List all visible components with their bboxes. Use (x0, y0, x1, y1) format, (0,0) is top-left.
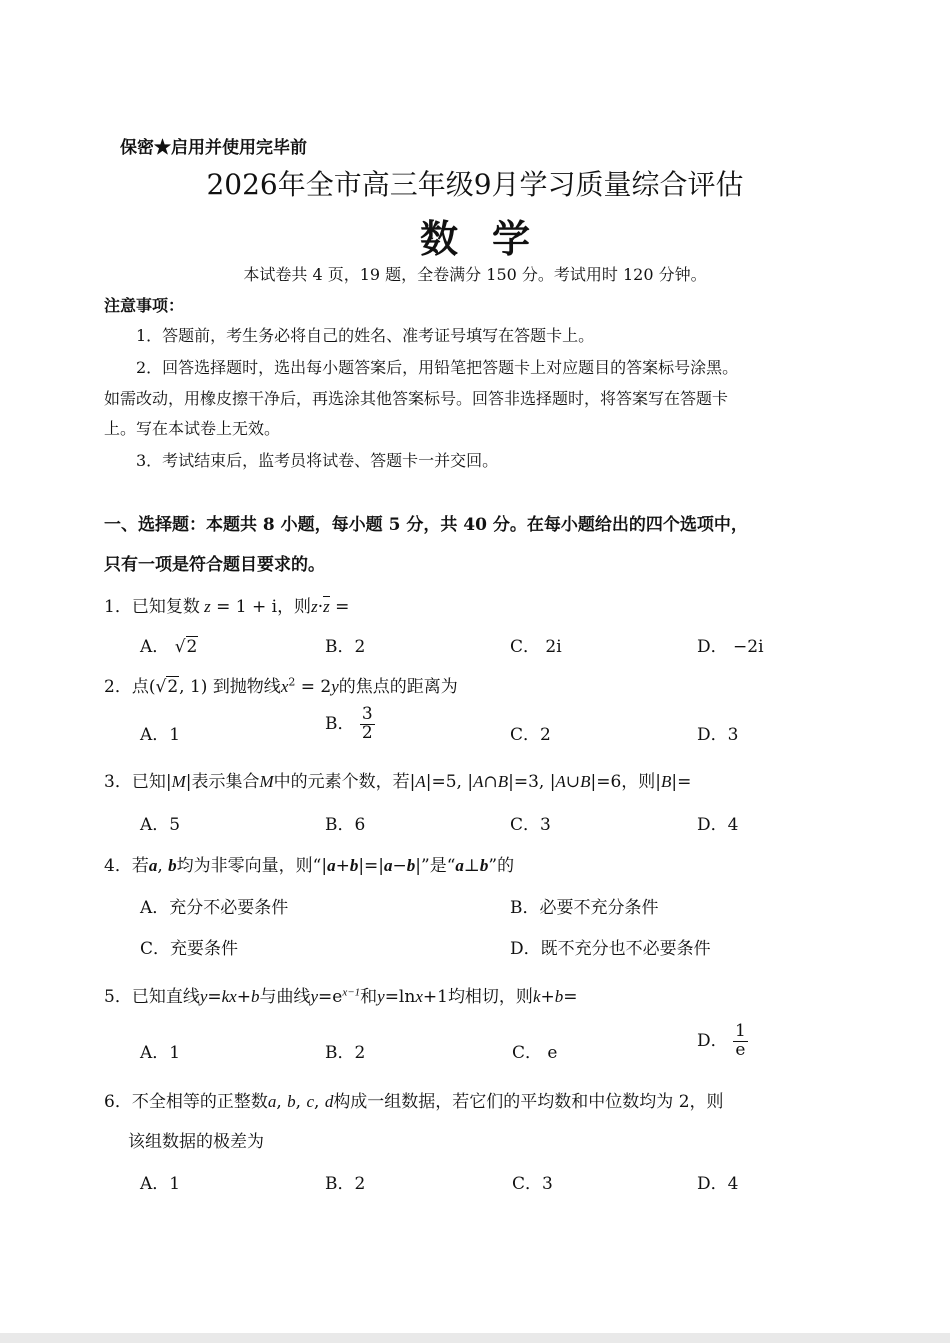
section-heading-line-2: 只有一项是符合题目要求的。 (104, 555, 325, 575)
option-label: A． (140, 637, 170, 657)
notice-item-1: 1．答题前，考生务必将自己的姓名、准考证号填写在答题卡上。 (136, 326, 595, 345)
q6-option-a: A．1 (140, 1174, 181, 1194)
exam-title: 2026年全市高三年级9月学习质量综合评估 (206, 168, 744, 201)
question-text: ”的 (488, 856, 515, 876)
q6-option-d: D．4 (697, 1174, 739, 1194)
question-text: 均相切，则 (447, 987, 533, 1007)
question-2: 2．点(√2, 1) 到抛物线$x^2 = 2y$的焦点的距离为 (104, 675, 458, 697)
q6-option-c: C．3 (512, 1174, 553, 1194)
math-conjugate: z (323, 597, 330, 616)
q3-option-c: C．3 (510, 815, 551, 835)
math-expression: x (280, 677, 289, 696)
notice-item-3: 3．考试结束后，监考员将试卷、答题卡一并交回。 (136, 451, 499, 470)
question-text: 均为非零向量，则“ (176, 856, 322, 876)
exam-info: 本试卷共 4 页，19 题，全卷满分 150 分。考试用时 120 分钟。 (243, 265, 707, 284)
notice-item-2-line-1: 2．回答选择题时，选出每小题答案后，用铅笔把答题卡上对应题目的答案标号涂黑。 (136, 358, 739, 377)
question-text: 到抛物线 (212, 677, 281, 697)
question-number: 5． (104, 987, 132, 1007)
q4-option-c: C．充要条件 (140, 939, 239, 959)
math-expression: z (199, 597, 211, 616)
q4-option-a: A．充分不必要条件 (140, 898, 289, 918)
q1-option-b: B．2 (325, 637, 366, 657)
math-sqrt: √2 (155, 677, 179, 697)
q3-option-d: D．4 (697, 815, 739, 835)
math-expression: z (311, 597, 318, 616)
math-fraction: $\frac{3}{2}$ (361, 704, 373, 743)
q5-option-d (697, 1023, 748, 1060)
notice-item-2-line-3: 上。写在本试卷上无效。 (104, 419, 281, 438)
q5-option-a: A．1 (140, 1043, 181, 1063)
q4-option-b: B．必要不充分条件 (510, 898, 659, 918)
question-text: 点 (131, 677, 149, 697)
question-text: 与曲线 (259, 987, 311, 1007)
question-number: 2． (104, 677, 132, 697)
math-fraction: $\frac{1}{e}$ (735, 1021, 746, 1060)
q1-option-a (140, 632, 198, 657)
q6-option-b: B．2 (325, 1174, 366, 1194)
question-number: 6． (104, 1092, 132, 1112)
question-number: 1． (104, 597, 132, 617)
question-text: ，则 (621, 772, 656, 792)
question-text: 和 (360, 987, 378, 1007)
question-1: 1．已知复数 z = 1 + i，则z·z = (104, 597, 350, 617)
q2-option-c: C．2 (510, 725, 551, 745)
option-label: D． (697, 1030, 728, 1051)
question-text: 不全相等的正整数 (131, 1092, 268, 1112)
page-bottom-edge (0, 1333, 950, 1343)
question-number: 4． (104, 856, 132, 876)
question-number: 3． (104, 772, 132, 792)
question-text: 已知直线 (131, 987, 200, 1007)
question-6-line-2: 该组数据的极差为 (128, 1132, 264, 1152)
q2-option-d: D．3 (697, 725, 739, 745)
question-4: 4．若a, b均为非零向量，则“|a+b|=|a−b|”是“a⊥b”的 (104, 856, 515, 876)
math-sqrt: √2 (174, 637, 198, 657)
q1-option-d: D． −2i (697, 637, 764, 657)
option-label: B． (325, 713, 355, 734)
confidential-label: 保密★启用并使用完毕前 (120, 138, 307, 158)
notice-title: 注意事项： (104, 296, 185, 315)
notice-item-2-line-2: 如需改动，用橡皮擦干净后，再选涂其他答案标号。回答非选择题时，将答案写在答题卡 (104, 389, 729, 408)
q2-option-b (325, 706, 375, 743)
question-text: 中的元素个数，若 (273, 772, 410, 792)
question-text: ”是“ (421, 856, 456, 876)
q5-option-b: B．2 (325, 1043, 366, 1063)
section-heading-line-1: 一、选择题：本题共 8 小题，每小题 5 分，共 40 分。在每小题给出的四个选项中， (104, 515, 748, 535)
question-text: 已知 (131, 772, 166, 792)
question-text: 已知复数 (131, 597, 200, 617)
question-text: 构成一组数据，若它们的平均数和中位数均为 2，则 (333, 1092, 724, 1112)
question-text: 的焦点的距离为 (338, 677, 458, 697)
question-text: ，则 (277, 597, 312, 617)
q2-option-a: A．1 (140, 725, 181, 745)
question-6: 6．不全相等的正整数a, b, c, d构成一组数据，若它们的平均数和中位数均为 2，则 (104, 1092, 724, 1112)
subject-title: 数学 (419, 216, 564, 261)
q3-option-b: B．6 (325, 815, 366, 835)
q3-option-a: A．5 (140, 815, 181, 835)
q5-option-c: C． e (512, 1043, 558, 1063)
q4-option-d: D．既不充分也不必要条件 (510, 939, 711, 959)
question-5: 5．已知直线y=kx+b与曲线$y=e^{x-1}$和y=lnx+1均相切，则k+b= (104, 986, 578, 1007)
question-text: 表示集合 (191, 772, 260, 792)
question-text: 若 (131, 856, 149, 876)
question-3: 3．已知|M|表示集合M中的元素个数，若|A|=5, |A∩B|=3, |A∪B|=6，则|B|= (104, 772, 692, 792)
q1-option-c: C． 2i (510, 637, 562, 657)
